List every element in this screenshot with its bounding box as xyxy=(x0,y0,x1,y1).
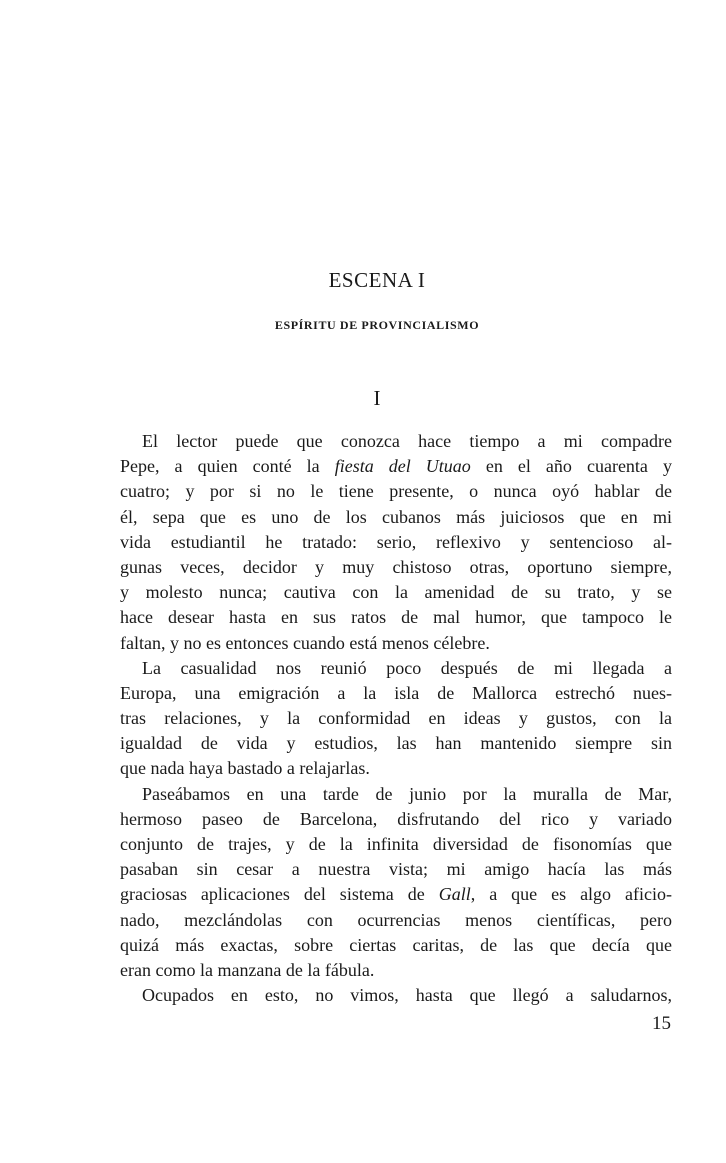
chapter-subtitle: ESPÍRITU DE PROVINCIALISMO xyxy=(274,318,480,332)
text-line: La casualidad nos reunió poco después de mi llegada a xyxy=(142,657,672,678)
text-line: conjunto de trajes, y de la infinita diversidad de fisonomías que xyxy=(120,834,672,854)
body-text xyxy=(120,429,672,1008)
text-line: cuatro; y por si no le tiene presente, o nunca oyó hablar de xyxy=(120,481,672,502)
text-line: Pepe, a quien conté la fiesta del Utuao en el año cuarenta y xyxy=(120,456,672,477)
text-line: y molesto nunca; cautiva con la amenidad de su trato, y se xyxy=(120,582,672,603)
text-line: El lector puede que conozca hace tiempo a mi compadre xyxy=(142,431,672,451)
text-line: que nada haya bastado a relajarlas. xyxy=(120,758,370,779)
text-line: graciosas aplicaciones del sistema de Gall, a que es algo aficio- xyxy=(120,884,672,905)
page-number: 15 xyxy=(652,1013,671,1034)
text-line: Ocupados en esto, no vimos, hasta que llegó a saludarnos, xyxy=(142,985,672,1006)
text-line: hermoso paseo de Barcelona, disfrutando del rico y variado xyxy=(120,808,672,829)
text-line: él, sepa que es uno de los cubanos más juiciosos que en mi xyxy=(120,506,672,527)
text-line: Europa, una emigración a la isla de Mallorca estrechó nues- xyxy=(120,682,672,703)
text-line: nado, mezclándolas con ocurrencias menos científicas, pero xyxy=(120,909,672,930)
scene-title: ESCENA I xyxy=(328,268,426,292)
text-line: tras relaciones, y la conformidad en ideas y gustos, con la xyxy=(120,708,672,729)
text-line: quizá más exactas, sobre ciertas caritas, de las que decía que xyxy=(120,934,672,955)
text-line: Paseábamos en una tarde de junio por la muralla de Mar, xyxy=(142,783,672,804)
text-line: igualdad de vida y estudios, las han mantenido siempre sin xyxy=(120,733,672,754)
text-line: vida estudiantil he tratado: serio, reflexivo y sentencioso al- xyxy=(120,531,672,552)
text-line: gunas veces, decidor y muy chistoso otras, oportuno siempre, xyxy=(120,556,672,577)
text-line: pasaban sin cesar a nuestra vista; mi amigo hacía las más xyxy=(120,859,672,880)
text-line: faltan, y no es entonces cuando está menos célebre. xyxy=(120,632,490,653)
text-line: eran como la manzana de la fábula. xyxy=(120,959,375,980)
section-numeral: I xyxy=(373,386,381,410)
text-line: hace desear hasta en sus ratos de mal humor, que tampoco le xyxy=(120,607,672,628)
